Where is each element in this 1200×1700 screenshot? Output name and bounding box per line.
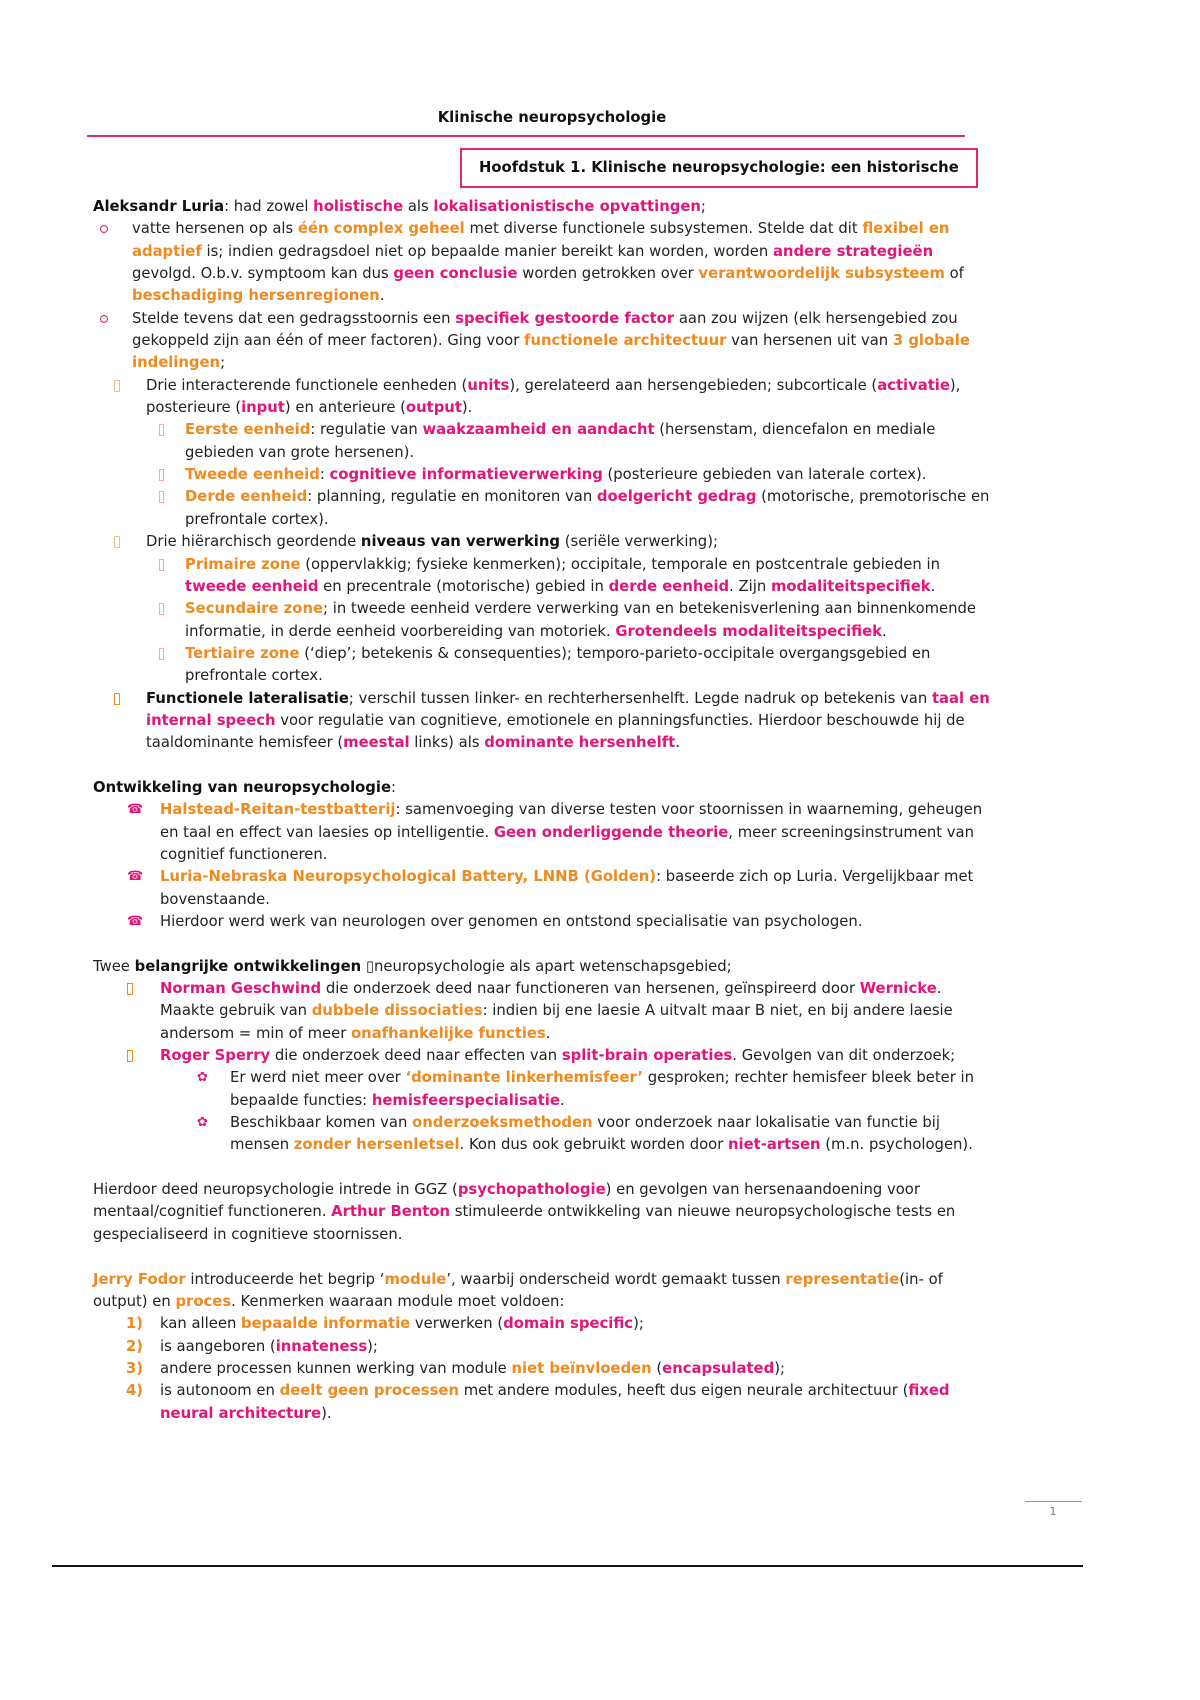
small-box-list-item xyxy=(93,464,1000,486)
pink-highlight: fixed neural architecture xyxy=(160,1382,950,1422)
pink-highlight: Wernicke xyxy=(859,980,937,998)
orange-highlight: één complex geheel xyxy=(297,220,465,238)
pink-highlight: cognitieve informatieverwerking xyxy=(329,466,603,484)
text-run: is; indien gedragsdoel niet op bepaalde manier bereikt kan worden, worden xyxy=(201,242,773,260)
orange-highlight: dubbele dissociaties xyxy=(311,1002,483,1020)
text-run: : planning, regulatie en monitoren van xyxy=(307,488,597,506)
phone-bullet-icon xyxy=(127,799,143,821)
orange-highlight: Secundaire zone xyxy=(185,600,324,618)
circle-bullet-icon xyxy=(100,225,108,233)
text-run: (hersenstam, diencefalon en mediale gebieden van grote hersenen). xyxy=(185,421,936,461)
text-run: stimuleerde ontwikkeling van nieuwe neuropsychologische tests en gespecialiseerd in cognitieve stoornissen. xyxy=(93,1203,956,1243)
small-box-bullet-icon xyxy=(159,559,164,571)
text-run: . xyxy=(559,1091,565,1109)
text-run: : baseerde zich op Luria. Vergelijkbaar met bovenstaande. xyxy=(160,868,974,908)
text-run: . Gevolgen van dit onderzoek; xyxy=(732,1047,956,1065)
page-bottom-rule xyxy=(52,1565,1083,1567)
text-run: ); xyxy=(633,1315,644,1333)
chapter-heading-box: Hoofdstuk 1. Klinische neuropsychologie: een historische xyxy=(460,148,978,188)
pink-highlight: lokalisationistische opvattingen xyxy=(433,198,701,215)
paragraph xyxy=(93,956,1000,978)
text-run: vatte hersenen op als xyxy=(132,220,298,238)
text-run: ’, waarbij onderscheid wordt gemaakt tussen xyxy=(446,1270,786,1288)
orange-highlight: ‘dominante linkerhemisfeer’ xyxy=(405,1069,644,1087)
document-title: Klinische neuropsychologie xyxy=(437,109,667,126)
pink-highlight: Arthur Benton xyxy=(331,1203,451,1221)
orange-highlight: module xyxy=(384,1270,447,1288)
text-run: ); xyxy=(367,1337,378,1355)
pink-highlight: Norman Geschwind xyxy=(160,980,322,998)
orange-highlight: deelt geen processen xyxy=(279,1382,459,1400)
pink-highlight: input xyxy=(241,399,285,417)
text-run: die onderzoek deed naar functioneren van hersenen, geïnspireerd door xyxy=(321,980,860,998)
text-run: (posterieure gebieden van laterale cortex). xyxy=(602,466,927,484)
text-run: andere processen kunnen werking van module xyxy=(160,1359,512,1377)
text-run: ) en anterieure ( xyxy=(284,399,406,417)
text-run: ; verschil tussen linker- en rechterhersenhelft. Legde nadruk op betekenis van xyxy=(348,689,932,707)
paragraph xyxy=(93,196,1000,218)
orange-highlight: zonder hersenletsel xyxy=(293,1136,460,1154)
pink-highlight: psychopathologie xyxy=(457,1181,606,1199)
orange-highlight: verantwoordelijk subsysteem xyxy=(698,265,945,283)
text-run: worden getrokken over xyxy=(517,265,699,283)
text-run: als xyxy=(403,198,434,215)
section xyxy=(93,196,1000,755)
small-box-bullet-icon xyxy=(159,603,164,615)
pink-highlight: Roger Sperry xyxy=(160,1047,271,1065)
orange-highlight: Tweede eenheid xyxy=(185,466,320,484)
pink-highlight: geen conclusie xyxy=(393,265,518,283)
orange-highlight: onderzoeksmethoden xyxy=(412,1114,593,1132)
orange-highlight: bepaalde informatie xyxy=(241,1315,411,1333)
number-list-item xyxy=(93,1313,1000,1335)
text-run: . xyxy=(882,622,887,640)
number-list-item xyxy=(93,1336,1000,1358)
box-list-item xyxy=(93,531,1000,553)
text-run: van hersenen uit van xyxy=(726,332,893,350)
orange-highlight: flexibel en adaptief xyxy=(132,220,950,260)
bold-highlight: Functionele lateralisatie xyxy=(146,689,349,707)
pink-highlight: meestal xyxy=(343,734,410,752)
text-run: gesproken; rechter hemisfeer bleek beter in bepaalde functies: xyxy=(230,1069,975,1109)
circle-bullet-icon xyxy=(100,315,108,323)
pink-highlight: split-brain operaties xyxy=(561,1047,733,1065)
orange-highlight: Eerste eenheid xyxy=(185,421,311,439)
pink-highlight: tweede eenheid xyxy=(185,577,319,595)
phone-list-item xyxy=(93,866,1000,911)
text-run: : regulatie van xyxy=(310,421,423,439)
paragraph xyxy=(93,1179,1000,1246)
text-run: (motorische, premotorische en prefrontale cortex). xyxy=(185,488,990,528)
flower-list-item xyxy=(93,1112,1000,1157)
orange-box-list-item xyxy=(93,978,1000,1045)
text-run: . xyxy=(379,287,385,305)
orange-box-bullet-icon xyxy=(127,983,133,995)
text-run: ; in tweede eenheid verdere verwerking van en betekenisverlening aan binnenkomende informatie, in derde eenheid voorbereiding van motoriek. xyxy=(185,600,977,640)
paragraph xyxy=(93,1269,1000,1314)
number-list-item xyxy=(93,1358,1000,1380)
text-run: Drie interacterende functionele eenheden ( xyxy=(146,376,468,394)
orange-highlight: Luria-Nebraska Neuropsychological Battery, LNNB (Golden) xyxy=(160,868,657,886)
pink-highlight: Geen onderliggende theorie xyxy=(493,823,729,841)
list-number: 4) xyxy=(126,1382,144,1400)
pink-highlight: Grotendeels modaliteitspecifiek xyxy=(615,622,882,640)
header-rule xyxy=(87,135,965,137)
orange-highlight: onafhankelijke functies xyxy=(351,1024,546,1042)
pink-highlight: dominante hersenhelft xyxy=(484,734,676,752)
list-number: 3) xyxy=(126,1359,144,1377)
section xyxy=(93,956,1000,1157)
document-body xyxy=(93,196,1000,1425)
text-run: introduceerde het begrip ‘ xyxy=(185,1270,385,1288)
text-run: . Kon dus ook gebruikt worden door xyxy=(459,1136,728,1154)
text-run: ). xyxy=(461,399,473,417)
circle-list-item xyxy=(93,218,1000,307)
orange-highlight: beschadiging hersenregionen xyxy=(132,287,380,305)
pink-highlight: modaliteitspecifiek xyxy=(770,577,931,595)
text-run: . xyxy=(675,734,680,752)
page-number: 1 xyxy=(1049,1505,1057,1518)
text-run: . Zijn xyxy=(729,577,771,595)
text-run: met diverse functionele subsystemen. Stelde dat dit xyxy=(464,220,863,238)
phone-bullet-icon xyxy=(127,866,143,888)
paragraph xyxy=(93,777,1000,799)
text-run: (in- of output) en xyxy=(93,1270,943,1310)
flower-bullet-icon xyxy=(197,1112,208,1134)
phone-list-item xyxy=(93,799,1000,866)
orange-highlight: representatie xyxy=(785,1270,900,1288)
text-run: voor regulatie van cognitieve, emotionele en planningsfuncties. Hierdoor beschouwde hij de taaldominante hemisfeer ( xyxy=(146,711,965,752)
text-run: gevolgd. O.b.v. symptoom kan dus xyxy=(132,265,394,283)
text-run: Hierdoor deed neuropsychologie intrede in GGZ ( xyxy=(93,1181,458,1199)
pink-highlight: activatie xyxy=(877,376,950,394)
pink-highlight: units xyxy=(467,376,510,394)
small-box-bullet-icon xyxy=(159,491,164,503)
small-box-list-item xyxy=(93,419,1000,464)
bold-highlight: belangrijke ontwikkelingen xyxy=(134,957,362,975)
number-list-item xyxy=(93,1380,1000,1425)
orange-highlight: 3 globale indelingen xyxy=(132,332,970,372)
text-run: (m.n. psychologen). xyxy=(820,1136,973,1154)
list-number: 2) xyxy=(126,1337,144,1355)
pink-highlight: niet-artsen xyxy=(727,1136,821,1154)
circle-list-item xyxy=(93,308,1000,375)
pink-highlight: hemisfeerspecialisatie xyxy=(371,1091,560,1109)
text-run: ; xyxy=(220,354,226,372)
text-run: . xyxy=(545,1024,551,1042)
pink-highlight: doelgericht gedrag xyxy=(596,488,757,506)
text-run: ( xyxy=(651,1359,663,1377)
text-run: aan zou wijzen (elk hersengebied zou gekoppeld zijn aan één of meer factoren). Ging voor xyxy=(132,309,958,350)
footer-rule xyxy=(1025,1501,1082,1502)
text-run: , meer screeningsinstrument van cognitief functioneren. xyxy=(160,823,974,863)
pink-highlight: derde eenheid xyxy=(608,577,730,595)
text-run: ) en gevolgen van hersenaandoening voor mentaal/cognitief functioneren. xyxy=(93,1181,920,1221)
bold-highlight: Aleksandr Luria xyxy=(93,198,225,215)
text-run: links) als xyxy=(409,734,485,752)
text-run: ; xyxy=(700,198,706,215)
text-run: die onderzoek deed naar effecten van xyxy=(270,1047,562,1065)
pink-highlight: specifiek gestoorde factor xyxy=(455,309,675,327)
box-list-item xyxy=(93,375,1000,420)
small-box-list-item xyxy=(93,643,1000,688)
orange-box-list-item xyxy=(93,1045,1000,1067)
bold-highlight: niveaus van verwerking xyxy=(360,533,561,551)
orange-highlight: Primaire zone xyxy=(185,555,301,573)
pink-highlight: innateness xyxy=(275,1337,368,1355)
box-bullet-icon xyxy=(114,693,120,705)
flower-list-item xyxy=(93,1067,1000,1112)
pink-highlight: andere strategieën xyxy=(772,242,934,260)
text-run: Er werd niet meer over xyxy=(230,1069,406,1087)
orange-highlight: Jerry Fodor xyxy=(93,1270,186,1288)
text-run: . Kenmerken waaraan module moet voldoen: xyxy=(231,1292,565,1310)
section xyxy=(93,1269,1000,1425)
text-run: ); xyxy=(774,1359,785,1377)
small-box-bullet-icon xyxy=(159,424,164,436)
box-bullet-icon xyxy=(114,536,120,548)
text-run: is autonoom en xyxy=(160,1382,280,1400)
small-box-list-item xyxy=(93,486,1000,531)
text-run: : xyxy=(319,466,330,484)
text-run: : samenvoeging van diverse testen voor stoornissen in waarneming, geheugen en taal en effect van laesies op intelligentie. xyxy=(160,801,983,841)
text-run: Stelde tevens dat een gedragsstoornis een xyxy=(132,309,456,327)
box-bullet-icon xyxy=(114,380,120,392)
small-box-bullet-icon xyxy=(159,648,164,660)
text-run: Drie hiërarchisch geordende xyxy=(146,533,361,551)
text-run: voor onderzoek naar lokalisatie van functie bij mensen xyxy=(230,1114,941,1154)
text-run: : xyxy=(391,778,397,796)
text-run: Hierdoor werd werk van neurologen over genomen en ontstond specialisatie van psychologen. xyxy=(160,913,863,930)
small-box-list-item xyxy=(93,554,1000,599)
phone-list-item xyxy=(93,911,1000,933)
text-run: (‘diep’; betekenis & consequenties); temporo-parieto-occipitale overgangsgebied en prefrontale cortex. xyxy=(185,644,931,685)
pink-highlight: domain specific xyxy=(503,1315,634,1333)
text-run: ), gerelateerd aan hersengebieden; subcorticale ( xyxy=(509,376,878,394)
text-run: (seriële verwerking); xyxy=(560,533,718,551)
text-run: Twee xyxy=(93,957,135,975)
orange-highlight: Tertiaire zone xyxy=(185,644,300,662)
text-run: ▯neuropsychologie als apart wetenschapsgebied; xyxy=(361,957,732,975)
small-box-bullet-icon xyxy=(159,469,164,481)
text-run: : indien bij ene laesie A uitvalt maar B niet, en bij andere laesie andersom = min of meer xyxy=(160,1002,953,1042)
pink-highlight: waakzaamheid en aandacht xyxy=(422,421,655,439)
text-run: . Maakte gebruik van xyxy=(160,980,942,1020)
orange-highlight: niet beïnvloeden xyxy=(511,1359,652,1377)
phone-bullet-icon xyxy=(127,911,143,933)
text-run: : had zowel xyxy=(224,198,314,215)
text-run: met andere modules, heeft dus eigen neurale architectuur ( xyxy=(458,1382,909,1400)
box-list-item xyxy=(93,688,1000,755)
orange-box-bullet-icon xyxy=(127,1050,133,1062)
pink-highlight: encapsulated xyxy=(662,1359,775,1377)
section xyxy=(93,777,1000,933)
text-run: Beschikbaar komen van xyxy=(230,1114,413,1132)
text-run: ), posterieure ( xyxy=(146,376,961,417)
text-run: kan alleen xyxy=(160,1315,242,1333)
bold-highlight: Ontwikkeling van neuropsychologie xyxy=(93,778,392,796)
text-run: (oppervlakkig; fysieke kenmerken); occipitale, temporale en postcentrale gebieden in xyxy=(300,555,940,573)
flower-bullet-icon xyxy=(197,1067,208,1089)
pink-highlight: taal en internal speech xyxy=(146,689,990,729)
text-run: of xyxy=(944,265,964,283)
list-number: 1) xyxy=(126,1315,144,1333)
small-box-list-item xyxy=(93,598,1000,643)
text-run: verwerken ( xyxy=(410,1315,504,1333)
orange-highlight: Halstead-Reitan-testbatterij xyxy=(160,801,396,819)
section xyxy=(93,1179,1000,1246)
text-run: en precentrale (motorische) gebied in xyxy=(318,577,609,595)
orange-highlight: Derde eenheid xyxy=(185,488,308,506)
text-run: ). xyxy=(321,1404,332,1422)
text-run: . xyxy=(930,577,936,595)
pink-highlight: output xyxy=(405,399,462,417)
text-run: is aangeboren ( xyxy=(160,1337,276,1355)
pink-highlight: holistische xyxy=(313,198,404,215)
orange-highlight: proces xyxy=(175,1292,232,1310)
orange-highlight: functionele architectuur xyxy=(524,332,727,350)
